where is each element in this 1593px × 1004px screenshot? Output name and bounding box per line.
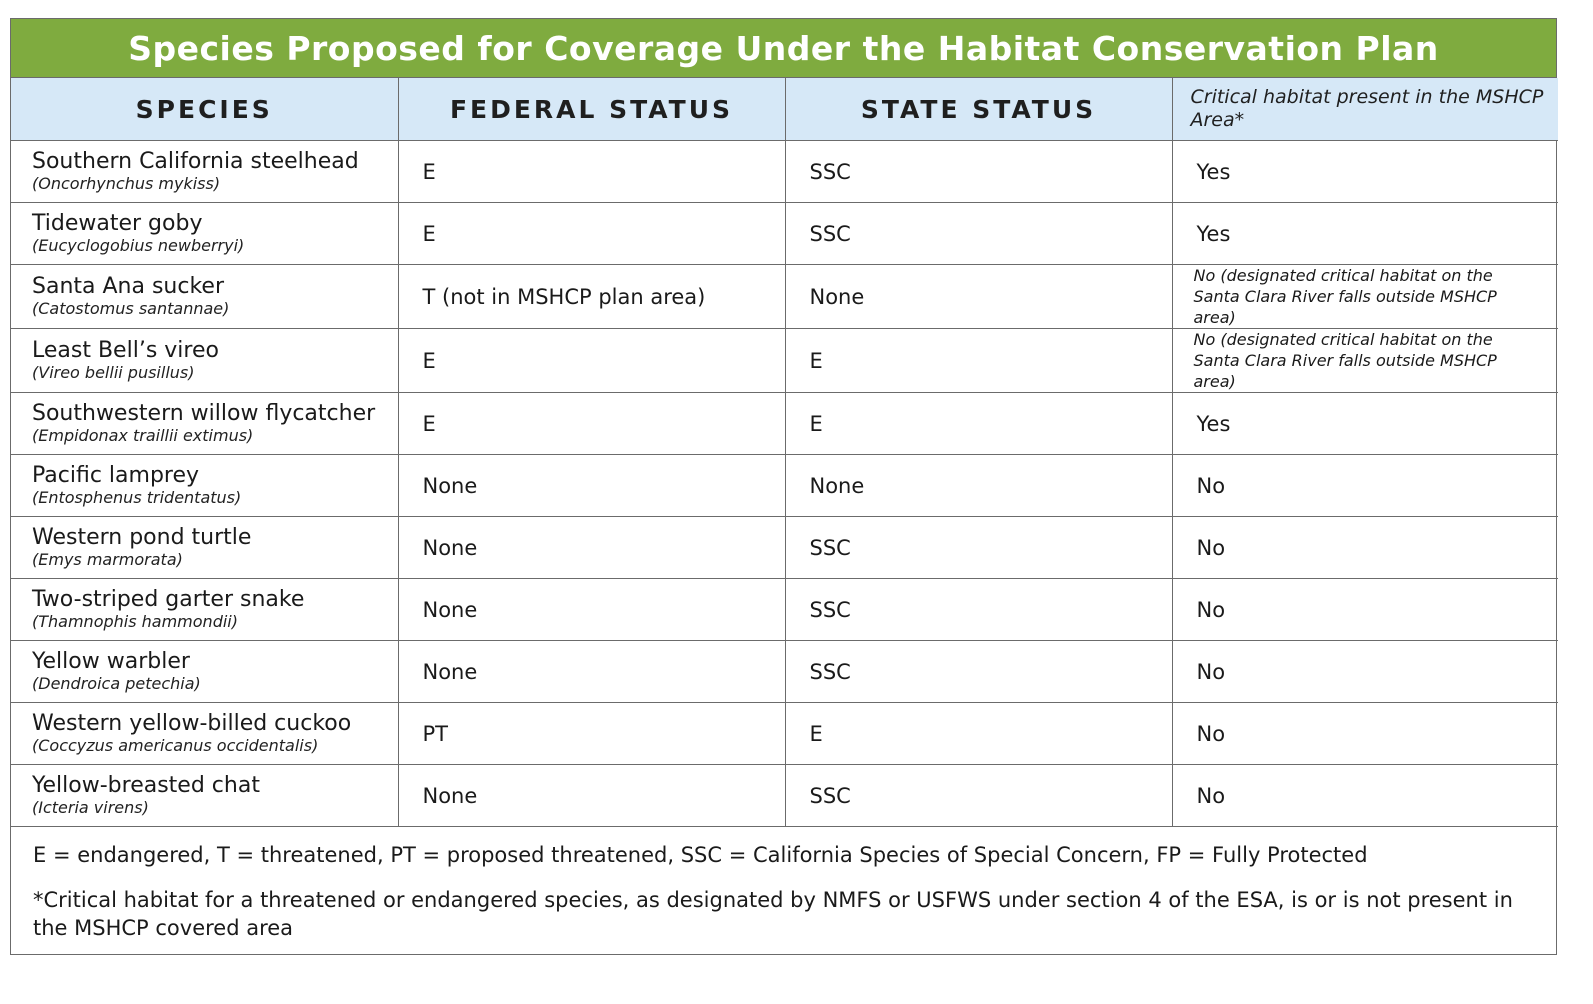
table-row [11,393,1558,455]
state-status-cell: E [785,393,1172,455]
header-federal-status: FEDERAL STATUS [398,78,785,141]
header-state-status: STATE STATUS [785,78,1172,141]
federal-status-cell: None [398,517,785,579]
federal-status-cell: E [398,329,785,393]
federal-status-cell: T (not in MSHCP plan area) [398,265,785,329]
scientific-name: (Coccyzus americanus occidentalis) [32,736,319,755]
federal-status-cell: PT [398,703,785,765]
table-row [11,203,1558,265]
species-cell [11,203,398,265]
species-cell [11,765,398,827]
common-name: Yellow warbler [32,649,190,674]
table-row [11,329,1558,393]
scientific-name: (Oncorhynchus mykiss) [32,174,221,193]
species-cell [11,579,398,641]
common-name: Two-striped garter snake [32,587,305,612]
federal-status-cell: None [398,641,785,703]
species-cell [11,517,398,579]
common-name: Santa Ana sucker [32,274,224,299]
critical-habitat-cell: Yes [1172,203,1558,265]
critical-habitat-cell: No [1172,641,1558,703]
common-name: Yellow-breasted chat [32,773,260,798]
scientific-name: (Entosphenus tridentatus) [32,488,242,507]
table-row [11,703,1558,765]
species-cell [11,455,398,517]
header-species: SPECIES [11,78,398,141]
species-cell [11,265,398,329]
table-row [11,455,1558,517]
scientific-name: (Catostomus santannae) [32,299,230,318]
header-row [11,78,1558,141]
table-title: Species Proposed for Coverage Under the Habitat Conservation Plan [11,19,1556,78]
common-name: Pacific lamprey [32,463,200,488]
species-table [11,78,1558,827]
federal-status-cell: E [398,393,785,455]
scientific-name: (Icteria virens) [32,798,149,817]
table-row [11,579,1558,641]
federal-status-cell: E [398,203,785,265]
common-name: Southern California steelhead [32,149,359,174]
critical-habitat-cell: No [1172,703,1558,765]
critical-habitat-footnote: *Critical habitat for a threatened or endangered species, as designated by NMFS or USFWS under section 4 of the ESA, is or is not present in the MSHCP covered area [33,888,1513,940]
critical-habitat-cell: No [1172,765,1558,827]
scientific-name: (Eucyclogobius newberryi) [32,236,245,255]
scientific-name: (Thamnophis hammondii) [32,612,238,631]
species-cell [11,393,398,455]
critical-habitat-cell: No [1172,455,1558,517]
species-cell [11,329,398,393]
table-row [11,765,1558,827]
status-legend: E = endangered, T = threatened, PT = proposed threatened, SSC = California Species of Special Concern, FP = Fully Protected [33,843,1368,867]
common-name: Southwestern willow flycatcher [32,401,376,426]
species-cell [11,141,398,203]
table-row [11,641,1558,703]
state-status-cell: None [785,455,1172,517]
state-status-cell: None [785,265,1172,329]
state-status-cell: SSC [785,641,1172,703]
critical-habitat-cell: Yes [1172,141,1558,203]
header-critical-habitat: Critical habitat present in the MSHCP Area* [1172,78,1558,141]
common-name: Western yellow-billed cuckoo [32,711,352,736]
critical-habitat-cell: No (designated critical habitat on the Santa Clara River falls outside MSHCP area) [1172,265,1558,329]
state-status-cell: E [785,329,1172,393]
species-cell [11,641,398,703]
table-row [11,517,1558,579]
scientific-name: (Dendroica petechia) [32,674,201,693]
table-row [11,265,1558,329]
federal-status-cell: None [398,579,785,641]
scientific-name: (Vireo bellii pusillus) [32,363,195,382]
common-name: Least Bell’s vireo [32,338,219,363]
scientific-name: (Emys marmorata) [32,550,183,569]
state-status-cell: SSC [785,765,1172,827]
species-cell [11,703,398,765]
table-row [11,141,1558,203]
state-status-cell: SSC [785,141,1172,203]
scientific-name: (Empidonax traillii extimus) [32,426,254,445]
state-status-cell: SSC [785,517,1172,579]
critical-habitat-cell: No [1172,579,1558,641]
critical-habitat-cell: No (designated critical habitat on the Santa Clara River falls outside MSHCP area) [1172,329,1558,393]
table-notes [11,827,1556,954]
critical-habitat-cell: No [1172,517,1558,579]
state-status-cell: E [785,703,1172,765]
state-status-cell: SSC [785,203,1172,265]
federal-status-cell: None [398,455,785,517]
state-status-cell: SSC [785,579,1172,641]
species-table-panel [10,18,1557,955]
federal-status-cell: None [398,765,785,827]
critical-habitat-cell: Yes [1172,393,1558,455]
common-name: Western pond turtle [32,525,252,550]
common-name: Tidewater goby [32,211,203,236]
federal-status-cell: E [398,141,785,203]
